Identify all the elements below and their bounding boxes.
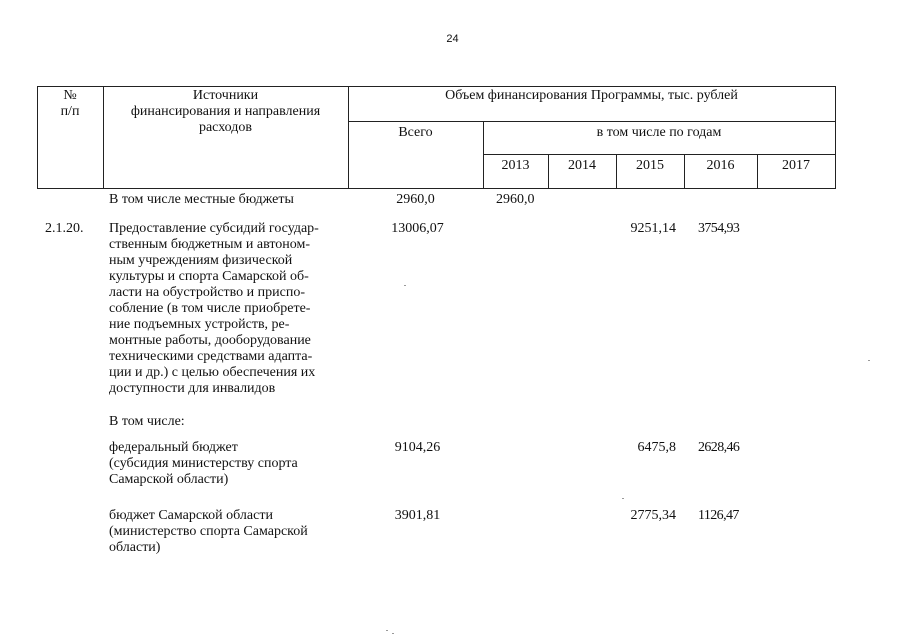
- header-volume: Объем финансирования Программы, тыс. рублей: [445, 88, 738, 103]
- row-regional-2015: 2775,34: [630, 508, 676, 523]
- year-2016: 2016: [706, 158, 735, 173]
- row-local-total: 2960,0: [396, 192, 435, 207]
- row-item-2015: 9251,14: [630, 221, 676, 236]
- year-2015: 2015: [636, 158, 664, 173]
- row-federal-2015: 6475,8: [637, 440, 676, 455]
- row-item-text: Предоставление субсидий государ- ственным бюджетным и автоном- ным учреждениям физической культуры и спорта Самарской об- ласти на обустройство и приспо- собление (в том числе приобрете- ние подъемных устройств, ре- монтные работы, дооборудование техническими средствами адапта- ции и др.) с целью обеспечения их доступности для инвалидов: [109, 221, 319, 396]
- year-2014: 2014: [568, 158, 596, 173]
- row-local-2013: 2960,0: [496, 192, 535, 207]
- header-by-years: в том числе по годам: [596, 125, 722, 140]
- year-2017: 2017: [782, 158, 810, 173]
- row-local-label: В том числе местные бюджеты: [109, 192, 294, 207]
- row-item-num: 2.1.20.: [45, 221, 84, 236]
- row-federal-2016: 2628,46: [698, 440, 740, 455]
- header-sources: Источники финансирования и направления расходов: [130, 88, 321, 135]
- row-item-2016: 3754,93: [698, 221, 740, 236]
- header-total: Всего: [398, 125, 433, 140]
- row-regional-total: 3901,81: [394, 508, 441, 523]
- row-federal-text: федеральный бюджет (субсидия министерству спорта Самарской области): [109, 440, 298, 487]
- page-number: 24: [446, 33, 459, 45]
- row-including-label: В том числе:: [109, 414, 185, 429]
- row-regional-text: бюджет Самарской области (министерство спорта Самарской области): [109, 508, 308, 555]
- row-item-total: 13006,07: [391, 221, 444, 236]
- header-num: № п/п: [60, 88, 80, 119]
- year-2013: 2013: [501, 158, 530, 173]
- row-regional-2016: 1126,47: [698, 508, 739, 523]
- row-federal-total: 9104,26: [394, 440, 441, 455]
